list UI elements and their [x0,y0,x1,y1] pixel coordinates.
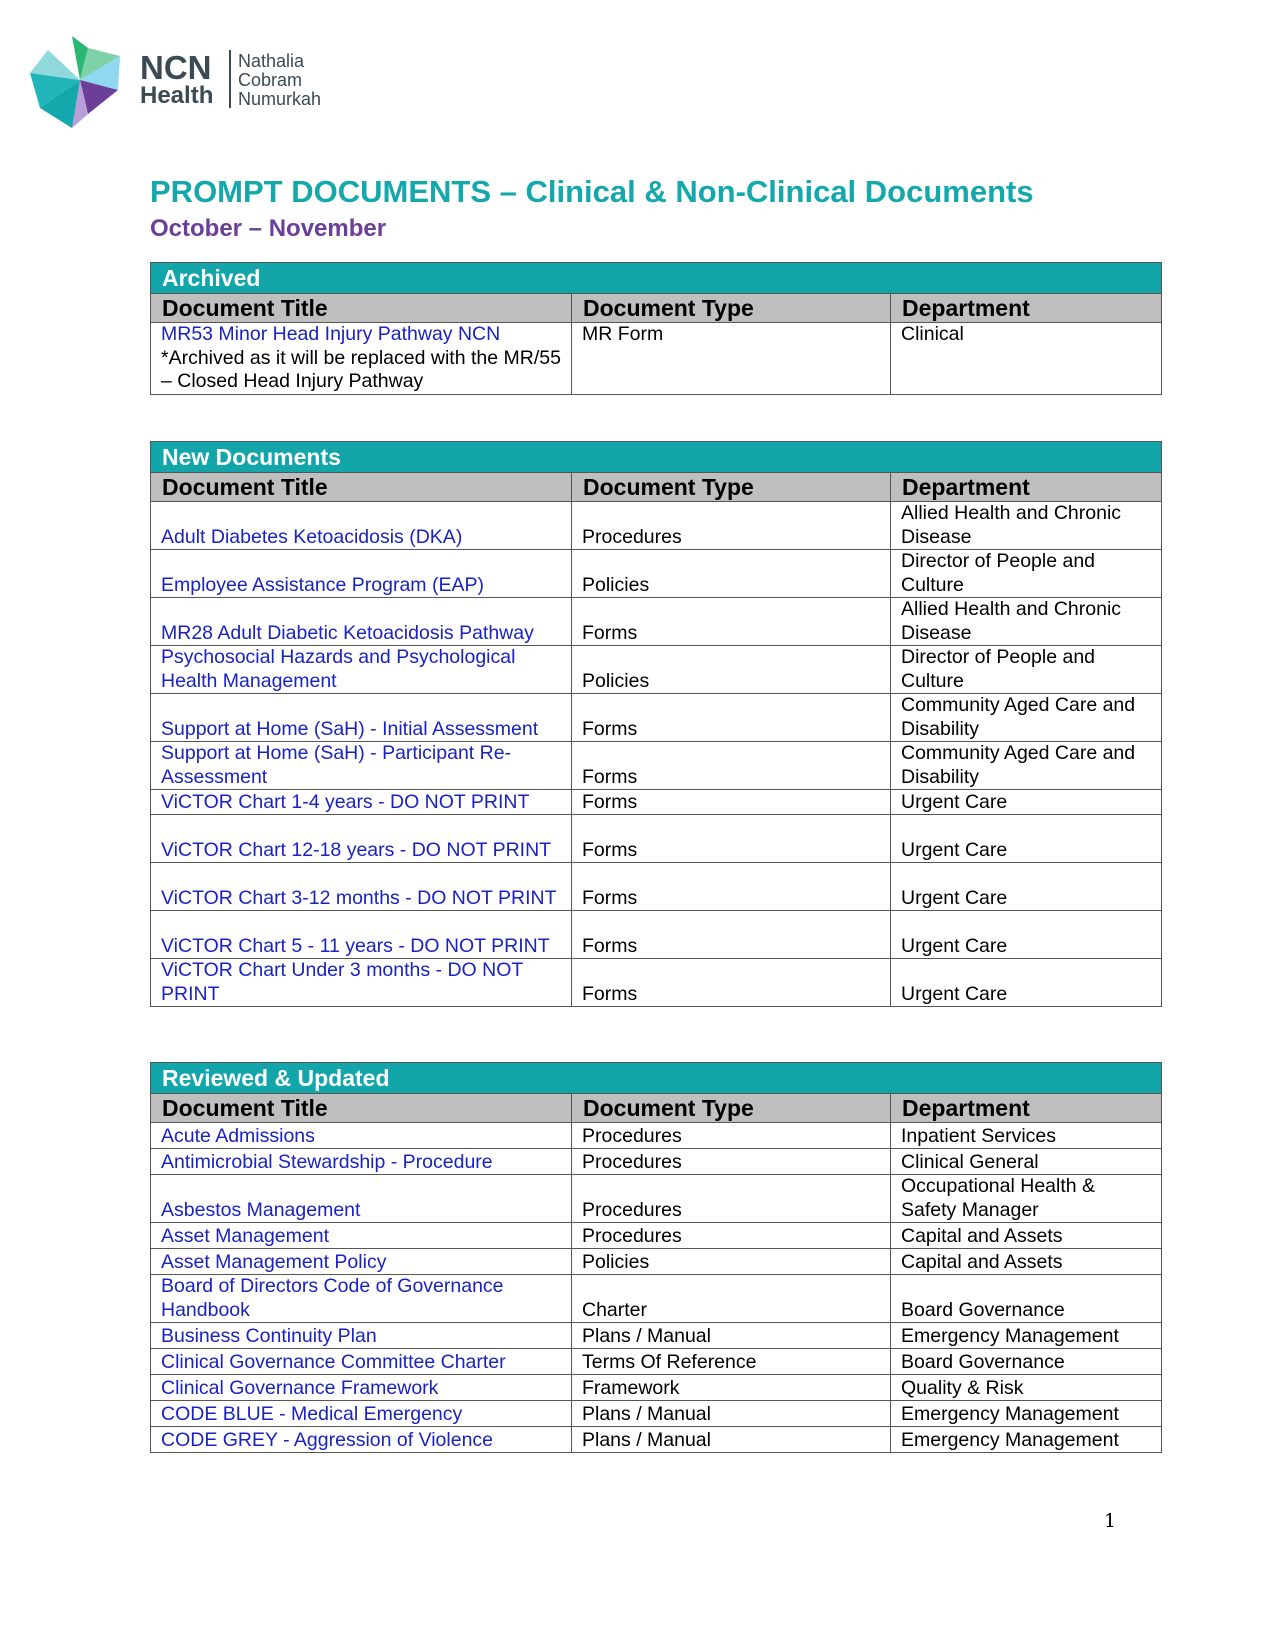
table-row [151,1149,1162,1175]
department: Community Aged Care and Disability [891,694,1162,742]
document-type: Procedures [572,1175,891,1223]
document-type: Procedures [572,1223,891,1249]
document-type: Procedures [572,502,891,550]
department: Director of People and Culture [891,646,1162,694]
page-title: PROMPT DOCUMENTS – Clinical & Non-Clinical Documents [150,174,1034,209]
document-type: MR Form [572,323,891,395]
logo-health-text: Health [140,82,214,109]
document-link[interactable]: Adult Diabetes Ketoacidosis (DKA) [151,502,572,550]
department: Director of People and Culture [891,550,1162,598]
table-row [151,694,1162,742]
table-row [151,1123,1162,1149]
department: Capital and Assets [891,1223,1162,1249]
table-row [151,646,1162,694]
table-header-row [151,1094,1162,1123]
logo-place-cobram: Cobram [238,70,303,90]
document-type: Forms [572,959,891,1007]
table-row [151,1249,1162,1275]
department: Clinical General [891,1149,1162,1175]
document-link[interactable]: Clinical Governance Committee Charter [151,1349,572,1375]
department: Board Governance [891,1275,1162,1323]
department: Community Aged Care and Disability [891,742,1162,790]
table-row [151,1223,1162,1249]
department: Emergency Management [891,1401,1162,1427]
document-type: Plans / Manual [572,1427,891,1453]
logo-divider [229,50,231,108]
table-header-row [151,294,1162,323]
document-link[interactable]: Antimicrobial Stewardship - Procedure [151,1149,572,1175]
document-type: Forms [572,911,891,959]
reviewed-heading: Reviewed & Updated [151,1063,1162,1094]
document-link[interactable]: ViCTOR Chart 5 - 11 years - DO NOT PRINT [151,911,572,959]
document-type: Terms Of Reference [572,1349,891,1375]
document-link[interactable]: Employee Assistance Program (EAP) [151,550,572,598]
ncn-health-logo [30,28,350,138]
table-row [151,550,1162,598]
col-header-title: Document Title [151,1094,572,1123]
logo-place-numurkah: Numurkah [238,89,322,109]
new-documents-heading: New Documents [151,442,1162,473]
table-row [151,1427,1162,1453]
table-row [151,911,1162,959]
document-type: Forms [572,742,891,790]
department: Urgent Care [891,863,1162,911]
document-link[interactable]: ViCTOR Chart Under 3 months - DO NOT PRINT [151,959,572,1007]
document-link[interactable]: Acute Admissions [151,1123,572,1149]
document-type: Policies [572,1249,891,1275]
document-type: Forms [572,790,891,815]
document-type: Procedures [572,1149,891,1175]
table-row [151,1275,1162,1323]
table-row [151,323,1162,395]
document-link[interactable]: ViCTOR Chart 12-18 years - DO NOT PRINT [151,815,572,863]
logo-ncn-text: NCN [140,49,212,86]
table-header-row [151,473,1162,502]
document-link[interactable]: Support at Home (SaH) - Participant Re-Assessment [151,742,572,790]
document-link[interactable]: MR28 Adult Diabetic Ketoacidosis Pathway [151,598,572,646]
department: Urgent Care [891,959,1162,1007]
document-link[interactable]: Asbestos Management [151,1175,572,1223]
col-header-title: Document Title [151,473,572,502]
reviewed-updated-table [150,1062,1162,1453]
document-type: Plans / Manual [572,1323,891,1349]
document-link[interactable]: MR53 Minor Head Injury Pathway NCN [161,323,501,345]
col-header-type: Document Type [572,1094,891,1123]
document-link[interactable]: CODE BLUE - Medical Emergency [151,1401,572,1427]
col-header-department: Department [891,1094,1162,1123]
col-header-department: Department [891,473,1162,502]
document-type: Forms [572,863,891,911]
archived-title-cell [151,323,572,395]
document-link[interactable]: ViCTOR Chart 1-4 years - DO NOT PRINT [151,790,572,815]
logo-place-nathalia: Nathalia [238,51,305,71]
page-subtitle: October – November [150,215,387,242]
document-link[interactable]: Asset Management Policy [151,1249,572,1275]
document-type: Forms [572,815,891,863]
document-link[interactable]: Asset Management [151,1223,572,1249]
department: Urgent Care [891,911,1162,959]
ncn-star-logo-icon [30,28,130,138]
col-header-type: Document Type [572,294,891,323]
department: Urgent Care [891,790,1162,815]
table-row [151,742,1162,790]
department: Urgent Care [891,815,1162,863]
department: Inpatient Services [891,1123,1162,1149]
department: Clinical [891,323,1162,395]
table-row [151,598,1162,646]
table-row [151,1401,1162,1427]
table-row [151,1349,1162,1375]
document-type: Procedures [572,1123,891,1149]
department: Allied Health and Chronic Disease [891,598,1162,646]
document-type: Framework [572,1375,891,1401]
department: Board Governance [891,1349,1162,1375]
table-row [151,1375,1162,1401]
archived-table [150,262,1162,395]
document-type: Forms [572,694,891,742]
col-header-type: Document Type [572,473,891,502]
archived-note: *Archived as it will be replaced with the MR/55 – Closed Head Injury Pathway [161,346,561,392]
table-row [151,1175,1162,1223]
document-type: Policies [572,550,891,598]
document-type: Plans / Manual [572,1401,891,1427]
table-row [151,863,1162,911]
document-type: Policies [572,646,891,694]
department: Occupational Health & Safety Manager [891,1175,1162,1223]
department: Quality & Risk [891,1375,1162,1401]
document-link[interactable]: ViCTOR Chart 3-12 months - DO NOT PRINT [151,863,572,911]
col-header-title: Document Title [151,294,572,323]
department: Capital and Assets [891,1249,1162,1275]
table-row [151,959,1162,1007]
table-row [151,790,1162,815]
document-type: Forms [572,598,891,646]
department: Allied Health and Chronic Disease [891,502,1162,550]
document-link[interactable]: Clinical Governance Framework [151,1375,572,1401]
col-header-department: Department [891,294,1162,323]
document-link[interactable]: Psychosocial Hazards and Psychological Health Management [151,646,572,694]
table-row [151,502,1162,550]
page-number: 1 [1104,1510,1117,1532]
department: Emergency Management [891,1427,1162,1453]
table-row [151,815,1162,863]
document-link[interactable]: Support at Home (SaH) - Initial Assessment [151,694,572,742]
table-row [151,1323,1162,1349]
new-documents-table [150,441,1162,1007]
document-type: Charter [572,1275,891,1323]
archived-heading: Archived [151,263,1162,294]
document-link[interactable]: CODE GREY - Aggression of Violence [151,1427,572,1453]
department: Emergency Management [891,1323,1162,1349]
document-link[interactable]: Board of Directors Code of Governance Handbook [151,1275,572,1323]
document-link[interactable]: Business Continuity Plan [151,1323,572,1349]
